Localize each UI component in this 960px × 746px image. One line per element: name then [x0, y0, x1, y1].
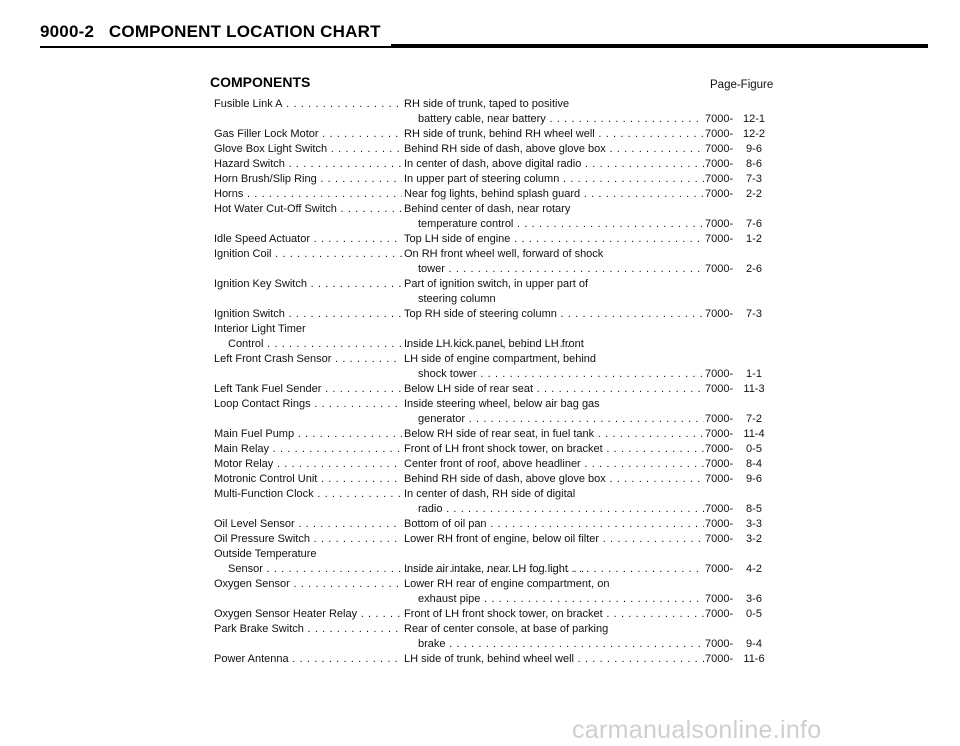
list-item	[214, 397, 774, 427]
figure-ref: 4-2	[746, 563, 762, 575]
entry-line	[214, 487, 774, 502]
page-figure-heading: Page-Figure	[710, 79, 774, 91]
component-name: Ignition Coil . . .	[214, 247, 402, 262]
component-name: Motronic Control Unit . . .	[214, 472, 402, 487]
entry-line	[214, 622, 774, 637]
component-location: Below LH side of rear seat . . .	[404, 382, 704, 397]
list-item	[214, 382, 774, 397]
entry-line	[214, 97, 774, 112]
component-location: Center front of roof, above headliner . . .	[404, 457, 704, 472]
component-name: Horn Brush/Slip Ring . . .	[214, 172, 402, 187]
component-location: temperature control . . .	[418, 217, 704, 232]
figure-ref: 3-2	[746, 533, 762, 545]
components-heading: COMPONENTS	[210, 74, 311, 90]
entry-line	[214, 292, 774, 307]
page-section-ref: 7000-	[705, 653, 734, 665]
component-name: Loop Contact Rings . . .	[214, 397, 402, 412]
component-location: In upper part of steering column . . .	[404, 172, 704, 187]
figure-ref: 2-2	[746, 188, 762, 200]
component-name: Ignition Key Switch . . .	[214, 277, 402, 292]
component-location: RH side of trunk, behind RH wheel well . . .	[404, 127, 704, 142]
page-section-ref: 7000-	[705, 188, 734, 200]
list-item	[214, 577, 774, 607]
list-item	[214, 127, 774, 142]
component-location: Front of LH front shock tower, on bracket . . .	[404, 607, 704, 622]
component-location: shock tower . . .	[418, 367, 704, 382]
component-name: Interior Light Timer	[214, 323, 306, 335]
entry-line	[214, 547, 774, 562]
component-location: Behind RH side of dash, above glove box . . .	[404, 142, 704, 157]
list-item	[214, 352, 774, 382]
component-location: generator . . .	[418, 412, 704, 427]
list-item	[214, 457, 774, 472]
component-location: Behind center of dash, near rotary	[404, 203, 571, 215]
figure-ref: 1-1	[746, 368, 762, 380]
entry-line	[214, 127, 774, 142]
component-name: Left Tank Fuel Sender . . .	[214, 382, 402, 397]
component-location: tower . . .	[418, 262, 704, 277]
entry-line	[214, 322, 774, 337]
list-item	[214, 187, 774, 202]
entry-line	[214, 442, 774, 457]
component-name: Horns . . .	[214, 187, 402, 202]
entry-line	[214, 187, 774, 202]
component-location: Lower RH rear of engine compartment, on	[404, 578, 610, 590]
entry-line	[214, 637, 774, 652]
component-name: Oxygen Sensor . . .	[214, 577, 402, 592]
figure-ref: 7-3	[746, 308, 762, 320]
page-section-ref: 7000-	[705, 233, 734, 245]
figure-ref: 11-6	[743, 653, 765, 665]
entry-line	[214, 382, 774, 397]
component-location: Lower RH front of engine, below oil filter . . .	[404, 532, 704, 547]
component-name: Gas Filler Lock Motor . . .	[214, 127, 402, 142]
page-section-ref: 7000-	[705, 428, 734, 440]
component-name: Outside Temperature	[214, 548, 317, 560]
figure-ref: 9-6	[746, 143, 762, 155]
entry-line	[214, 397, 774, 412]
figure-ref: 0-5	[746, 443, 762, 455]
list-item	[214, 247, 774, 277]
header-rule-thin	[40, 46, 391, 48]
list-item	[214, 172, 774, 187]
component-location: Front of LH front shock tower, on bracket . . .	[404, 442, 704, 457]
page-section-ref: 7000-	[705, 383, 734, 395]
page-section-ref: 7000-	[705, 413, 734, 425]
component-location: brake . . .	[418, 637, 704, 652]
component-location: Top LH side of engine . . .	[404, 232, 704, 247]
component-location: battery cable, near battery . . .	[418, 112, 704, 127]
list-item	[214, 472, 774, 487]
watermark-text: carmanualsonline.info	[572, 716, 822, 744]
figure-ref: 8-4	[746, 458, 762, 470]
list-item	[214, 277, 774, 307]
entry-line	[214, 457, 774, 472]
component-name: Ignition Switch . . .	[214, 307, 402, 322]
component-location: Inside air intake, near LH fog light . . .	[404, 562, 704, 577]
page-section-ref: 7000-	[705, 518, 734, 530]
list-item	[214, 427, 774, 442]
component-location: LH side of trunk, behind wheel well . . .	[404, 652, 704, 667]
figure-ref: 8-6	[746, 158, 762, 170]
list-item	[214, 532, 774, 547]
page-section-ref: 7000-	[705, 308, 734, 320]
entry-line	[214, 577, 774, 592]
entry-line	[214, 502, 774, 517]
figure-ref: 2-6	[746, 263, 762, 275]
page-section-ref: 7000-	[705, 218, 734, 230]
page-section-ref: 7000-	[705, 158, 734, 170]
component-name: Fusible Link A . . .	[214, 97, 402, 112]
component-location: Bottom of oil pan . . .	[404, 517, 704, 532]
component-name: Idle Speed Actuator . . .	[214, 232, 402, 247]
component-location: On RH front wheel well, forward of shock	[404, 248, 604, 260]
figure-ref: 12-1	[742, 113, 766, 125]
page-section-ref: 7000-	[705, 263, 734, 275]
figure-ref: 7-3	[746, 173, 762, 185]
entry-line	[214, 307, 774, 322]
component-location: Rear of center console, at base of parking	[404, 623, 609, 635]
entry-line	[214, 592, 774, 607]
page-section-ref: 7000-	[705, 608, 734, 620]
component-name: Oil Level Sensor . . .	[214, 517, 402, 532]
entry-line	[214, 517, 774, 532]
component-location: LH side of engine compartment, behind	[404, 353, 597, 365]
entry-line	[214, 262, 774, 277]
page-section-ref: 7000-	[705, 443, 734, 455]
component-location: Inside steering wheel, below air bag gas	[404, 398, 600, 410]
component-name: Power Antenna . . .	[214, 652, 402, 667]
entry-line	[214, 232, 774, 247]
component-name: Hazard Switch . . .	[214, 157, 402, 172]
component-location: Part of ignition switch, in upper part of	[404, 278, 589, 290]
component-name: Park Brake Switch . . .	[214, 622, 402, 637]
component-location: In center of dash, above digital radio . . .	[404, 157, 704, 172]
figure-ref: 7-2	[746, 413, 762, 425]
component-name: Oxygen Sensor Heater Relay . . .	[214, 607, 402, 622]
component-name: Sensor . . .	[228, 562, 402, 577]
page-section-ref: 7000-	[705, 368, 734, 380]
component-list	[214, 97, 774, 667]
page-section-ref: 7000-	[705, 563, 734, 575]
list-item	[214, 232, 774, 247]
page-section-ref: 7000-	[705, 143, 734, 155]
section-number: 9000-2	[40, 22, 95, 41]
entry-line	[214, 562, 774, 577]
entry-line	[214, 412, 774, 427]
figure-ref: 3-3	[746, 518, 762, 530]
figure-ref: 9-4	[746, 638, 762, 650]
entry-line	[214, 202, 774, 217]
entry-line	[214, 172, 774, 187]
page-section-ref: 7000-	[705, 473, 734, 485]
figure-ref: 3-6	[746, 593, 762, 605]
page-section-ref: 7000-	[705, 593, 734, 605]
entry-line	[214, 112, 774, 127]
page-section-ref: 7000-	[705, 533, 734, 545]
component-name: Control . . .	[228, 337, 402, 352]
entry-line	[214, 337, 774, 352]
chart-title: COMPONENT LOCATION CHART	[108, 22, 381, 41]
entry-line	[214, 427, 774, 442]
entry-line	[214, 142, 774, 157]
page-section-ref: 7000-	[705, 113, 734, 125]
component-location: Inside LH kick panel, behind LH front	[404, 338, 584, 350]
entry-line	[214, 532, 774, 547]
component-location: RH side of trunk, taped to positive	[404, 98, 570, 110]
list-item	[214, 142, 774, 157]
list-item	[214, 442, 774, 457]
page-title	[40, 22, 381, 42]
component-name: Main Fuel Pump . . .	[214, 427, 402, 442]
list-item	[214, 307, 774, 322]
figure-ref: 9-6	[746, 473, 762, 485]
list-item	[214, 322, 774, 352]
component-location: steering column	[418, 293, 496, 305]
page-section-ref: 7000-	[705, 503, 734, 515]
component-name: Main Relay . . .	[214, 442, 402, 457]
entry-line	[214, 607, 774, 622]
component-location: Below RH side of rear seat, in fuel tank . . .	[404, 427, 704, 442]
component-name: Left Front Crash Sensor . . .	[214, 352, 402, 367]
page-section-ref: 7000-	[705, 173, 734, 185]
entry-line	[214, 217, 774, 232]
figure-ref: 7-6	[746, 218, 762, 230]
list-item	[214, 487, 774, 517]
component-location: exhaust pipe . . .	[418, 592, 704, 607]
figure-ref: 11-4	[743, 428, 765, 440]
component-name: Glove Box Light Switch . . .	[214, 142, 402, 157]
component-location: In center of dash, RH side of digital	[404, 488, 576, 500]
component-location: Behind RH side of dash, above glove box . . .	[404, 472, 704, 487]
component-name: Multi-Function Clock . . .	[214, 487, 402, 502]
list-item	[214, 652, 774, 667]
entry-line	[214, 352, 774, 367]
list-item	[214, 202, 774, 232]
page-section-ref: 7000-	[705, 128, 734, 140]
component-name: Hot Water Cut-Off Switch . . .	[214, 202, 402, 217]
entry-line	[214, 367, 774, 382]
entry-line	[214, 157, 774, 172]
component-location: Near fog lights, behind splash guard . . .	[404, 187, 704, 202]
list-item	[214, 97, 774, 127]
list-item	[214, 547, 774, 577]
list-item	[214, 517, 774, 532]
list-item	[214, 607, 774, 622]
component-name: Oil Pressure Switch . . .	[214, 532, 402, 547]
page-section-ref: 7000-	[705, 638, 734, 650]
figure-ref: 12-2	[742, 128, 766, 140]
header-rule-thick	[391, 44, 928, 48]
figure-ref: 8-5	[746, 503, 762, 515]
page-section-ref: 7000-	[705, 458, 734, 470]
figure-ref: 0-5	[746, 608, 762, 620]
entry-line	[214, 472, 774, 487]
component-name: Motor Relay . . .	[214, 457, 402, 472]
component-location: radio . . .	[418, 502, 704, 517]
list-item	[214, 157, 774, 172]
entry-line	[214, 277, 774, 292]
entry-line	[214, 247, 774, 262]
figure-ref: 1-2	[746, 233, 762, 245]
figure-ref: 11-3	[743, 383, 765, 395]
entry-line	[214, 652, 774, 667]
list-item	[214, 622, 774, 652]
component-location: Top RH side of steering column . . .	[404, 307, 704, 322]
